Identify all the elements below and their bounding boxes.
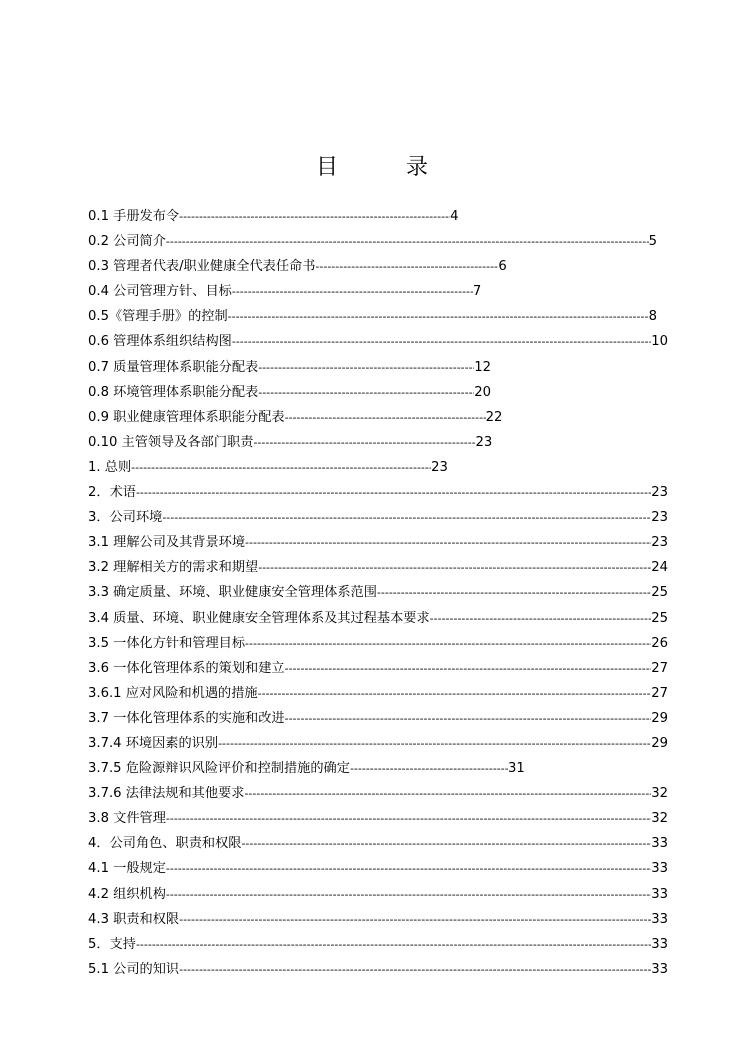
toc-entry-leader [179, 907, 651, 932]
toc-entry-page: 26 [651, 635, 668, 651]
toc-entry-label: 1. 总则 [88, 459, 132, 475]
toc-entry-page: 31 [507, 761, 525, 777]
toc-entry-page: 6 [498, 259, 507, 275]
toc-entry-label: 3.4 质量、环境、职业健康安全管理体系及其过程基本要求 [88, 610, 430, 626]
toc-entry-page: 24 [651, 560, 668, 576]
toc-entry[interactable] [88, 405, 668, 430]
toc-entry-label: 0.5《管理手册》的控制 [88, 309, 228, 325]
toc-entry-leader [166, 229, 649, 254]
toc-entry[interactable] [88, 329, 668, 354]
toc-entry[interactable] [88, 355, 668, 380]
toc-entry-label: 0.6 管理体系组织结构图 [88, 334, 232, 350]
toc-entry-page: 33 [651, 936, 668, 952]
toc-entry[interactable] [88, 606, 668, 631]
toc-entry-page: 32 [651, 786, 668, 802]
toc-entry-label: 0.3 管理者代表/职业健康全代表任命书 [88, 259, 316, 275]
toc-entry-label: 5.1 公司的知识 [88, 961, 180, 977]
toc-entry[interactable] [88, 831, 668, 856]
toc-entry-label: 3.7 一体化管理体系的实施和改进 [88, 710, 285, 726]
toc-entry-label: 3.2 理解相关方的需求和期望 [88, 560, 259, 576]
toc-entry[interactable] [88, 907, 668, 932]
toc-entry[interactable] [88, 957, 668, 982]
toc-entry[interactable] [88, 279, 668, 304]
toc-entry-page: 23 [651, 510, 668, 526]
toc-entry-page: 7 [472, 284, 482, 300]
toc-entry-leader [166, 882, 651, 907]
toc-entry-page: 10 [651, 334, 668, 350]
toc-entry[interactable] [88, 681, 668, 706]
toc-entry-leader [285, 706, 652, 731]
toc-entry-leader [228, 304, 649, 329]
toc-entry[interactable] [88, 530, 668, 555]
toc-entry-leader [232, 279, 473, 304]
toc-entry[interactable] [88, 631, 668, 656]
toc-entry[interactable] [88, 254, 668, 279]
toc-entry-leader [166, 856, 651, 881]
toc-entry-page: 33 [651, 911, 668, 927]
toc-entry-leader [285, 656, 652, 681]
toc-entry-label: 0.8 环境管理体系职能分配表 [88, 384, 259, 400]
toc-entry[interactable] [88, 756, 668, 781]
toc-entry[interactable] [88, 706, 668, 731]
toc-entry-label: 4.1 一般规定 [88, 861, 166, 877]
toc-entry-leader [350, 756, 508, 781]
toc-entry-page: 33 [651, 961, 668, 977]
toc-entry-page: 27 [651, 660, 668, 676]
toc-entry-leader [245, 631, 651, 656]
toc-entry-leader [136, 932, 651, 957]
toc-entry-label: 3.7.4 环境因素的识别 [88, 735, 219, 751]
toc-entry-leader [245, 530, 651, 555]
toc-entry-page: 25 [651, 585, 668, 601]
toc-entry-page: 8 [648, 309, 657, 325]
toc-entry-label: 3．公司环境 [88, 510, 163, 526]
toc-entry-label: 3.7.5 危险源辩识风险评价和控制措施的确定 [88, 761, 350, 777]
toc-entry[interactable] [88, 480, 668, 505]
toc-entry-label: 5．支持 [88, 936, 136, 952]
toc-entry-page: 29 [651, 710, 668, 726]
toc-entry-page: 32 [651, 811, 668, 827]
toc-entry-page: 33 [651, 861, 668, 877]
toc-entry[interactable] [88, 856, 668, 881]
toc-entry-page: 33 [651, 886, 668, 902]
toc-entry-label: 0.10 主管领导及各部门职责 [88, 434, 254, 450]
toc-entry[interactable] [88, 882, 668, 907]
toc-entry-leader [232, 329, 651, 354]
toc-entry-page: 12 [474, 359, 492, 375]
toc-entry-page: 4 [450, 209, 459, 224]
toc-entry-page: 25 [651, 610, 668, 626]
table-of-contents [88, 204, 668, 982]
toc-entry-page: 23 [651, 485, 668, 501]
toc-entry-page: 29 [651, 735, 668, 751]
toc-entry-page: 23 [651, 535, 668, 551]
toc-entry-page: 20 [474, 384, 492, 400]
toc-entry-page: 22 [485, 409, 503, 425]
toc-entry-label: 0.1 手册发布令 [88, 209, 180, 224]
toc-entry[interactable] [88, 932, 668, 957]
toc-entry-leader [218, 731, 651, 756]
toc-title-part1: 目 [315, 155, 338, 180]
toc-entry-leader [285, 405, 486, 430]
toc-entry-leader [258, 555, 651, 580]
toc-entry-label: 3.3 确定质量、环境、职业健康安全管理体系范围 [88, 585, 377, 601]
toc-entry[interactable] [88, 455, 668, 480]
toc-entry-label: 3.6.1 应对风险和机遇的措施 [88, 685, 258, 701]
toc-entry[interactable] [88, 656, 668, 681]
toc-entry-page: 23 [475, 434, 493, 450]
toc-entry-leader [131, 455, 431, 480]
toc-entry-label: 4.3 职责和权限 [88, 911, 180, 927]
toc-entry-leader [166, 806, 651, 831]
toc-entry-label: 4.2 组织机构 [88, 886, 166, 902]
toc-entry-leader [244, 781, 651, 806]
toc-entry-leader [258, 681, 652, 706]
toc-entry-leader [377, 580, 651, 605]
toc-entry-page: 27 [651, 685, 668, 701]
toc-title-part2: 录 [406, 155, 429, 180]
toc-entry-label: 3.5 一体化方针和管理目标 [88, 635, 246, 651]
toc-entry[interactable] [88, 304, 668, 329]
toc-entry-label: 3.7.6 法律法规和其他要求 [88, 786, 245, 802]
toc-entry[interactable] [88, 731, 668, 756]
toc-entry[interactable] [88, 204, 668, 229]
toc-entry-leader [258, 380, 474, 405]
toc-title [0, 150, 744, 181]
toc-entry-leader [258, 355, 474, 380]
toc-entry-page: 23 [431, 459, 448, 475]
toc-entry[interactable] [88, 380, 668, 405]
toc-entry[interactable] [88, 580, 668, 605]
toc-entry-label: 0.7 质量管理体系职能分配表 [88, 359, 259, 375]
toc-entry-label: 0.9 职业健康管理体系职能分配表 [88, 409, 285, 425]
toc-entry[interactable] [88, 430, 668, 455]
toc-entry-leader [241, 831, 651, 856]
toc-entry-label: 2．术语 [88, 485, 136, 501]
toc-entry-page: 5 [648, 234, 657, 250]
toc-entry[interactable] [88, 555, 668, 580]
toc-entry-label: 0.2 公司简介 [88, 234, 166, 250]
toc-entry-label: 3.1 理解公司及其背景环境 [88, 535, 246, 551]
toc-entry-leader [136, 480, 651, 505]
toc-entry-label: 3.6 一体化管理体系的策划和建立 [88, 660, 285, 676]
toc-entry-leader [253, 430, 475, 455]
toc-entry-page: 33 [651, 836, 668, 852]
toc-entry[interactable] [88, 505, 668, 530]
toc-entry-label: 3.8 文件管理 [88, 811, 166, 827]
toc-entry-leader [179, 957, 651, 982]
toc-entry-label: 4．公司角色、职责和权限 [88, 836, 242, 852]
toc-entry-leader [179, 204, 450, 229]
toc-entry-label: 0.4 公司管理方针、目标 [88, 284, 232, 300]
toc-entry[interactable] [88, 781, 668, 806]
toc-entry[interactable] [88, 229, 668, 254]
toc-entry-leader [315, 254, 498, 279]
toc-entry-leader [162, 505, 651, 530]
toc-entry[interactable] [88, 806, 668, 831]
toc-entry-leader [430, 606, 652, 631]
